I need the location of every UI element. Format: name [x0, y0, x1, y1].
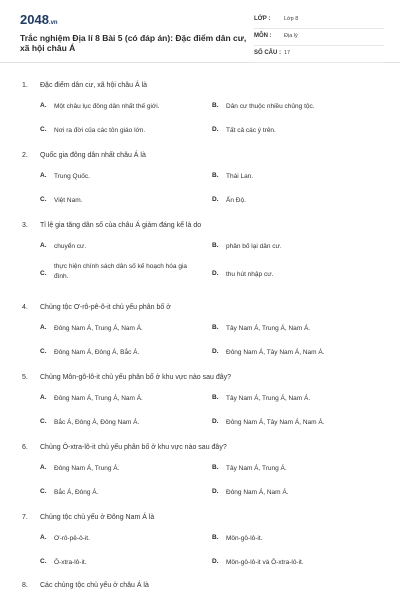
- question-stem: [0, 302, 400, 320]
- option-letter: A.: [40, 102, 47, 109]
- question-number: 8.: [22, 582, 28, 589]
- option-text: Một châu lục đông dân nhất thế giới.: [54, 103, 160, 110]
- site-logo[interactable]: [20, 12, 58, 27]
- page-title: Trắc nghiệm Địa lí 8 Bài 5 (có đáp án): Đặc điểm dân cư, xã hội châu Á: [20, 33, 247, 53]
- option-letter: A.: [40, 464, 47, 471]
- question-text: Tỉ lệ gia tăng dân số của châu Á giảm đáng kể là do: [40, 222, 202, 229]
- option-letter: A.: [40, 242, 47, 249]
- option-letter: D.: [212, 418, 219, 425]
- option-letter: A.: [40, 324, 47, 331]
- option-letter: C.: [40, 196, 47, 203]
- option-text: Trung Quốc.: [54, 173, 90, 180]
- meta-subject-row: [254, 31, 384, 46]
- option-row: [0, 168, 400, 192]
- option-text: Tất cả các ý trên.: [226, 127, 276, 134]
- question-stem: [0, 150, 400, 168]
- option-letter: D.: [212, 558, 219, 565]
- option-letter: B.: [212, 242, 219, 249]
- meta-subject-label: MÔN :: [254, 33, 272, 39]
- option-text: Đông Nam Á, Trung Á, Nam Á.: [54, 325, 143, 332]
- option-text: chuyển cư.: [54, 243, 87, 250]
- option-row: [0, 460, 400, 484]
- question-number: 7.: [22, 514, 28, 521]
- option-row: [0, 390, 400, 414]
- question-item: [0, 302, 400, 368]
- option-letter: D.: [212, 270, 219, 277]
- option-text: Việt Nam.: [54, 197, 83, 204]
- option-letter: C.: [40, 418, 47, 425]
- meta-count-row: [254, 48, 384, 63]
- option-text: Ơ-rô-pê-ô-it.: [54, 535, 90, 542]
- option-text: thu hút nhập cư.: [226, 271, 274, 278]
- option-letter: C.: [40, 488, 47, 495]
- question-number: 1.: [22, 82, 28, 89]
- question-item: [0, 512, 400, 578]
- option-text: Thái Lan.: [226, 173, 254, 180]
- option-letter: B.: [212, 324, 219, 331]
- option-letter: A.: [40, 534, 47, 541]
- option-text: Tây Nam Á, Trung Á, Nam Á.: [226, 325, 311, 332]
- option-letter: B.: [212, 464, 219, 471]
- page-header: [0, 0, 400, 63]
- meta-class-row: [254, 14, 384, 29]
- meta-subject-value: Địa lý: [284, 33, 298, 39]
- option-text: Đông Nam Á, Đông Á, Bắc Á.: [54, 349, 140, 356]
- option-letter: D.: [212, 126, 219, 133]
- option-letter: B.: [212, 394, 219, 401]
- option-text: Tây Nam Á, Trung Á.: [226, 465, 287, 472]
- question-item: [0, 150, 400, 216]
- question-text: Quốc gia đông dân nhất châu Á là: [40, 152, 146, 159]
- option-letter: A.: [40, 394, 47, 401]
- question-item: [0, 442, 400, 508]
- question-stem: [0, 512, 400, 530]
- option-text: Ô-xtra-lô-it.: [54, 559, 87, 566]
- option-row: [0, 192, 400, 216]
- question-stem: [0, 372, 400, 390]
- question-text: Chủng Ô-xtra-lô-it chủ yếu phân bố ở khu vực nào sau đây?: [40, 444, 227, 451]
- option-row: [0, 320, 400, 344]
- question-text: Chủng Môn-gô-lô-it chủ yếu phân bố ở khu vực nào sau đây?: [40, 374, 232, 381]
- logo-main: 2048: [20, 12, 49, 27]
- question-stem: [0, 220, 400, 238]
- option-text: Bắc Á, Đông Á.: [54, 489, 99, 496]
- quiz-meta: [254, 14, 384, 65]
- option-text: Đông Nam Á, Nam Á.: [226, 489, 289, 496]
- question-number: 2.: [22, 152, 28, 159]
- option-letter: B.: [212, 102, 219, 109]
- meta-count-label: SỐ CÂU :: [254, 50, 281, 56]
- option-row: [0, 414, 400, 438]
- question-stem: [0, 580, 400, 598]
- question-item: [0, 580, 400, 598]
- question-stem: [0, 80, 400, 98]
- option-text: Đông Nam Á, Trung Á.: [54, 465, 120, 472]
- option-row: [0, 98, 400, 122]
- question-text: Đặc điểm dân cư, xã hội châu Á là: [40, 82, 148, 89]
- option-row: [0, 262, 400, 292]
- option-text: Đông Nam Á, Tây Nam Á, Nam Á.: [226, 419, 325, 426]
- meta-class-value: Lớp 8: [284, 16, 299, 22]
- option-letter: D.: [212, 196, 219, 203]
- question-number: 4.: [22, 304, 28, 311]
- question-text: Chủng tộc Ơ-rô-pê-ô-it chủ yếu phân bố ở: [40, 304, 171, 311]
- option-text: phân bố lại dân cư.: [226, 243, 282, 250]
- option-text: Đông Nam Á, Trung Á, Nam Á.: [54, 395, 143, 402]
- option-row: [0, 238, 400, 262]
- question-item: [0, 220, 400, 292]
- option-text: Ấn Độ.: [226, 197, 246, 204]
- question-text: Các chủng tộc chủ yếu ở châu Á là: [40, 582, 149, 589]
- option-letter: D.: [212, 488, 219, 495]
- question-stem: [0, 442, 400, 460]
- option-text: Tây Nam Á, Trung Á, Nam Á.: [226, 395, 311, 402]
- option-row: [0, 122, 400, 146]
- option-letter: D.: [212, 348, 219, 355]
- option-text: Nơi ra đời của các tôn giáo lớn.: [54, 127, 146, 134]
- option-letter: A.: [40, 172, 47, 179]
- option-text: Dân cư thuộc nhiều chủng tộc.: [226, 103, 315, 110]
- option-letter: B.: [212, 172, 219, 179]
- logo-tld: .vn: [48, 20, 58, 26]
- option-text: Môn-gô-lô-it và Ô-xtra-lô-it.: [226, 559, 304, 566]
- option-row: [0, 530, 400, 554]
- question-number: 3.: [22, 222, 28, 229]
- question-number: 6.: [22, 444, 28, 451]
- option-text: Bắc Á, Đông Á, Đông Nam Á.: [54, 419, 140, 426]
- option-letter: C.: [40, 270, 47, 277]
- option-text: Môn-gô-lô-it.: [226, 535, 263, 542]
- option-row: [0, 484, 400, 508]
- option-letter: C.: [40, 348, 47, 355]
- question-number: 5.: [22, 374, 28, 381]
- option-letter: C.: [40, 558, 47, 565]
- question-item: [0, 80, 400, 146]
- option-row: [0, 344, 400, 368]
- option-letter: B.: [212, 534, 219, 541]
- option-letter: C.: [40, 126, 47, 133]
- option-row: [0, 554, 400, 578]
- question-text: Chủng tộc chủ yếu ở Đông Nam Á là: [40, 514, 155, 521]
- option-text: thực hiện chính sách dân số kế hoạch hóa gia đình.: [54, 263, 187, 280]
- meta-count-value: 17: [284, 50, 291, 56]
- question-item: [0, 372, 400, 438]
- option-text: Đông Nam Á, Tây Nam Á, Nam Á.: [226, 349, 325, 356]
- meta-class-label: LỚP :: [254, 16, 271, 22]
